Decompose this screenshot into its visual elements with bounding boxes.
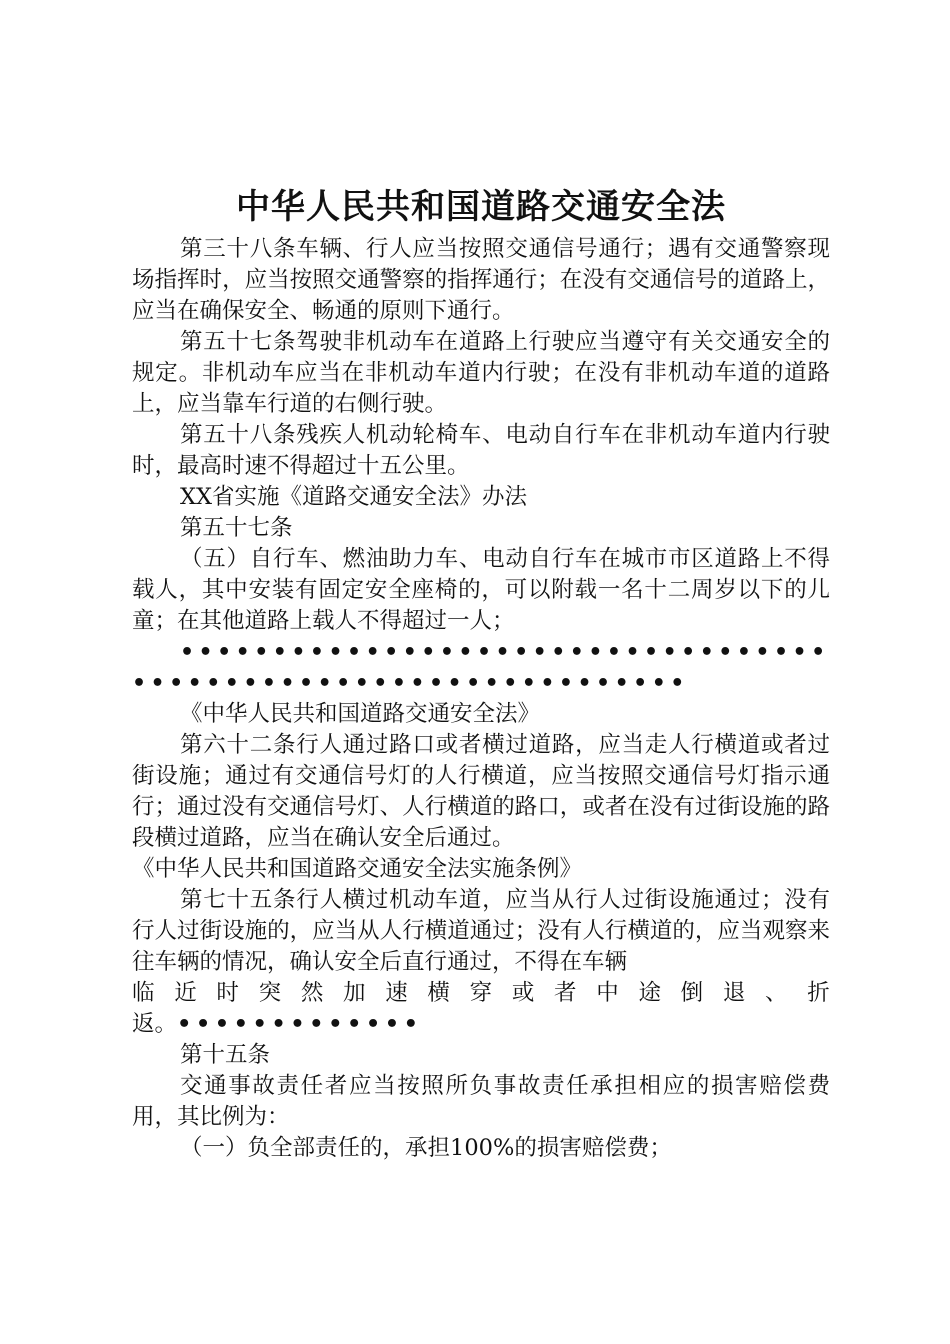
item-5-paragraph: （五）自行车、燃油助力车、电动自行车在城市市区道路上不得载人，其中安装有固定安全座椅的，可以附载一名十二周岁以下的儿童；在其他道路上载人不得超过一人； <box>132 546 830 634</box>
spread-char: 加 <box>343 980 366 1006</box>
spread-char: 穿 <box>469 980 493 1006</box>
article-62-paragraph: 第六十二条行人通过路口或者横过道路，应当走人行横道或者过街设施；通过有交通信号灯的人行横道，应当按照交通信号灯指示通行；通过没有交通信号灯、人行横道的路口，或者在没有过街设施的路段横过道路，应当在确认安全后通过。 <box>132 732 830 851</box>
spread-char: 退 <box>722 980 746 1006</box>
spread-char: 途 <box>638 980 661 1006</box>
spread-char: 、 <box>765 980 788 1006</box>
spread-char: 中 <box>596 980 619 1006</box>
article-57-paragraph: 第五十七条驾驶非机动车在道路上行驶应当遵守有关交通安全的规定。非机动车应当在非机动车道内行驶；在没有非机动车道的道路上，应当靠车行道的右侧行驶。 <box>132 329 830 417</box>
article-57-heading: 第五十七条 <box>180 515 293 541</box>
spread-char: 横 <box>427 980 450 1006</box>
document-title: 中华人民共和国道路交通安全法 <box>236 187 726 227</box>
spread-char: 然 <box>300 980 324 1006</box>
article-75-tail <box>132 1009 830 1040</box>
document-page <box>132 182 830 1164</box>
spread-char: 时 <box>216 980 239 1006</box>
spread-char: 速 <box>385 980 408 1006</box>
law-name-heading: 《中华人民共和国道路交通安全法》 <box>180 701 541 727</box>
ellipsis-dots-inline: ••••••••••••• <box>177 1011 423 1037</box>
article-75-tail-text: 返。 <box>132 1011 178 1037</box>
spread-char: 折 <box>807 980 830 1006</box>
provincial-measures-heading: XX省实施《道路交通安全法》办法 <box>180 484 528 510</box>
article-75-spread-line <box>132 978 830 1009</box>
article-15-heading: 第十五条 <box>180 1042 271 1068</box>
spread-char: 者 <box>554 980 577 1006</box>
article-75-paragraph: 第七十五条行人横过机动车道，应当从行人过街设施通过；没有行人过街设施的，应当从人行横道通过；没有人行横道的，应当观察来往车辆的情况，确认安全后直行通过，不得在车辆 <box>132 887 830 975</box>
spread-char: 突 <box>258 980 282 1006</box>
spread-char: 或 <box>511 980 535 1006</box>
item-1-paragraph: （一）负全部责任的，承担100%的损害赔偿费； <box>180 1135 672 1161</box>
spread-char: 近 <box>174 980 197 1006</box>
article-38-paragraph: 第三十八条车辆、行人应当按照交通信号通行；遇有交通警察现场指挥时，应当按照交通警察的指挥通行；在没有交通信号的道路上，应当在确保安全、畅通的原则下通行。 <box>132 236 830 324</box>
spread-char: 倒 <box>680 980 704 1006</box>
article-58-paragraph: 第五十八条残疾人机动轮椅车、电动自行车在非机动车道内行驶时，最高时速不得超过十五公里。 <box>132 422 830 479</box>
spread-char: 临 <box>132 980 155 1006</box>
ellipsis-dots: ••••••••••••••••••••••••••••••••••••••••••••••••••••••••••••••••• <box>132 640 830 696</box>
regulation-name-heading: 《中华人民共和国道路交通安全法实施条例》 <box>132 856 583 882</box>
liability-paragraph: 交通事故责任者应当按照所负事故责任承担相应的损害赔偿费用，其比例为： <box>132 1073 830 1130</box>
